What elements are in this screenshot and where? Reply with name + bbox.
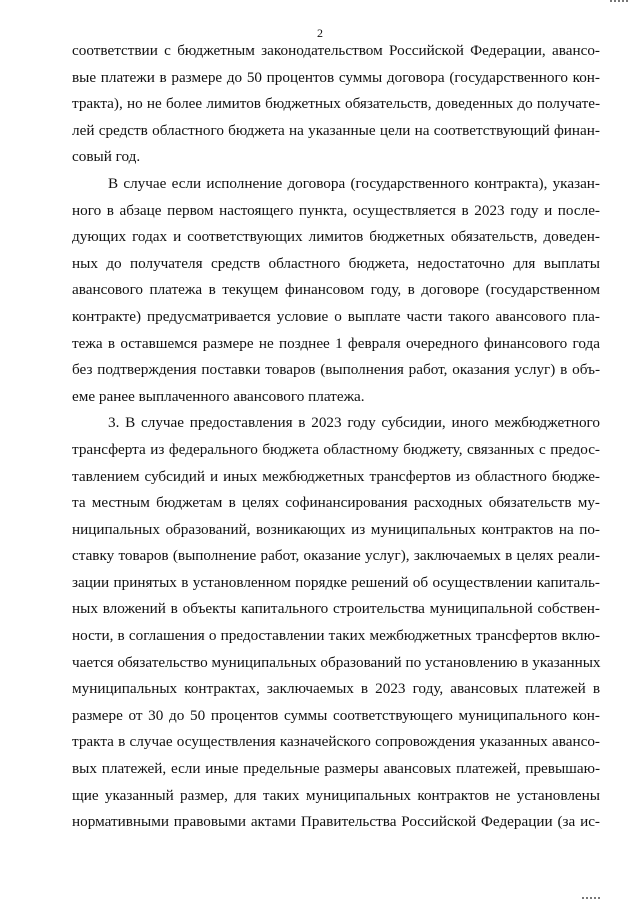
text-line: тракта), но не более лимитов бюджетных обязательств, доведенных до получате- <box>72 95 600 113</box>
text-line: ности, в соглашения о предоставлении таких межбюджетных трансфертов вклю- <box>72 627 600 645</box>
text-line: тежа в оставшемся размере не позднее 1 февраля очередного финансового года <box>72 334 600 352</box>
text-line: зации принятых в установленном порядке решений об осуществлении капиталь- <box>72 573 600 591</box>
document-body <box>72 38 600 836</box>
scan-artifact-top <box>610 0 628 2</box>
text-line: нормативными правовыми актами Правительства Российской Федерации (за ис- <box>72 813 600 831</box>
text-line: без подтверждения поставки товаров (выполнения работ, оказания услуг) в объ- <box>72 361 600 379</box>
text-line: вых платежей, если иные предельные размеры авансовых платежей, превышаю- <box>72 760 600 778</box>
text-line: лей средств областного бюджета на указанные цели на соответствующий финан- <box>72 121 600 139</box>
text-line: щие указанный размер, для таких муниципальных контрактов не установлены <box>72 786 600 804</box>
text-line: соответствии с бюджетным законодательством Российской Федерации, аванco- <box>72 42 600 59</box>
text-line: та местным бюджетам в целях софинансирования расходных обязательств му- <box>72 494 600 512</box>
text-line: ниципальных образований, возникающих из муниципальных контрактов на по- <box>72 520 600 538</box>
paragraph-item-3 <box>72 410 600 836</box>
text-line: тракта в случае осуществления казначейского сопровождения указанных аванco- <box>72 733 600 751</box>
text-line: совый год. <box>72 148 141 166</box>
paragraph-advance-payment <box>72 171 600 410</box>
scan-artifact-bottom <box>582 897 600 899</box>
text-line: тавлением субсидий и иных межбюджетных трансфертов из областного бюдже- <box>72 467 600 485</box>
text-line: 3. В случае предоставления в 2023 году субсидии, иного межбюджетного <box>108 414 600 432</box>
text-line: ных вложений в объекты капитального строительства муниципальной собствен- <box>72 600 600 618</box>
paragraph-continuation <box>72 38 600 171</box>
page-number: 2 <box>317 26 323 40</box>
text-line: размере от 30 до 50 процентов суммы соответствующего муниципального кон- <box>72 706 600 724</box>
text-line: еме ранее выплаченного авансового платежа. <box>72 387 365 405</box>
text-line: ставку товаров (выполнение работ, оказание услуг), заключаемых в целях реали- <box>72 547 600 565</box>
text-line: В случае если исполнение договора (государственного контракта), указан- <box>108 174 600 192</box>
text-line: контракте) предусматривается условие о выплате части такого авансового пла- <box>72 307 600 325</box>
text-line: ных до получателя средств областного бюджета, недостаточно для выплаты <box>72 254 600 272</box>
text-line: трансферта из федерального бюджета областному бюджету, связанных с предос- <box>72 440 600 458</box>
text-line: дующих годах и соответствующих лимитов бюджетных обязательств, доведен- <box>72 228 600 246</box>
text-line: авансового платежа в текущем финансовом году, в договоре (государственном <box>72 281 600 299</box>
text-line: чается обязательство муниципальных образований по установлению в указанных <box>72 653 601 671</box>
text-line: ного в абзаце первом настоящего пункта, осуществляется в 2023 году и после- <box>72 201 600 219</box>
text-line: муниципальных контрактах, заключаемых в 2023 году, авансовых платежей в <box>72 680 600 698</box>
text-line: вые платежи в размере до 50 процентов суммы договора (государственного кон- <box>72 68 600 86</box>
